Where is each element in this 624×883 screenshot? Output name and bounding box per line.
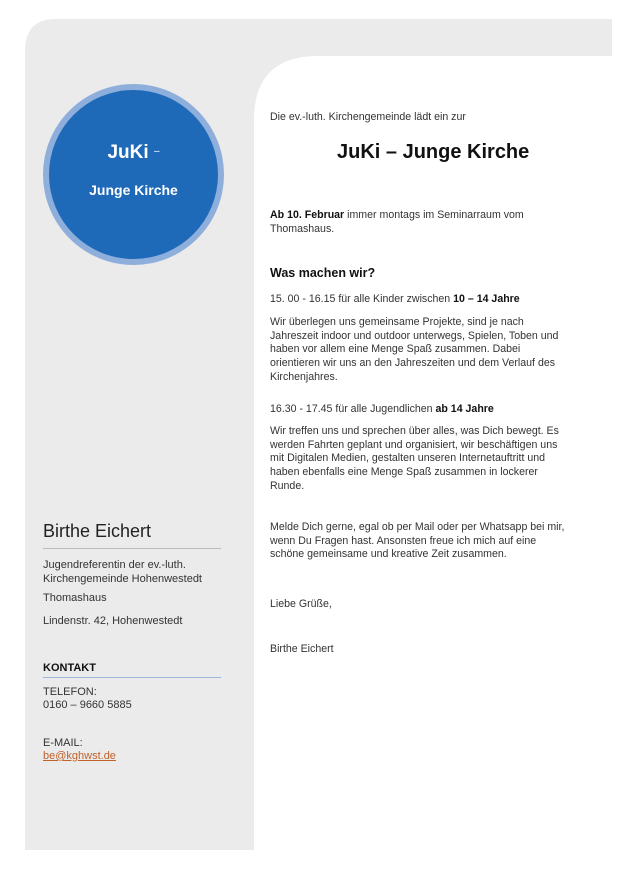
schedule-rest: immer montags im Seminarraum vom Thomashaus.: [270, 209, 524, 235]
phone-number: 0160 – 9660 5885: [43, 699, 132, 711]
logo-subtitle: Junge Kirche: [89, 182, 178, 198]
contact-heading: KONTAKT: [43, 662, 96, 674]
logo-title: [49, 142, 218, 164]
phone-label: TELEFON:: [43, 686, 97, 698]
sidebar-address: Lindenstr. 42, Hohenwestedt: [43, 615, 183, 627]
teens-age: ab 14 Jahre: [435, 403, 494, 415]
logo-dash: –: [153, 146, 160, 157]
contact-divider: [43, 677, 221, 678]
logo-title-text: JuKi: [107, 142, 149, 163]
page-title: JuKi – Junge Kirche: [337, 141, 530, 163]
schedule-text: [270, 209, 570, 236]
kids-time: [270, 293, 570, 307]
kids-age: 10 – 14 Jahre: [453, 293, 520, 305]
email-link[interactable]: be@kghwst.de: [43, 750, 116, 762]
contact-paragraph: Melde Dich gerne, egal ob per Mail oder per Whatsapp bei mir, wenn Du Fragen hast. Ansonsten freue ich mich auf eine schöne gemeinsame und kreative Zeit zusammen.: [270, 521, 565, 561]
kids-time-text: 15. 00 - 16.15 für alle Kinder zwischen: [270, 293, 454, 305]
sidebar-role: Jugendreferentin der ev.-luth. Kirchengemeinde Hohenwestedt: [43, 559, 202, 585]
teens-description: Wir treffen uns und sprechen über alles, was Dich bewegt. Es werden Fahrten geplant und organisiert, wir beschäftigen uns mit Digitalen Medien, gestalten unseren Internetauftritt und haben ebenfalls eine Menge Spaß zusammen in lockerer Runde.: [270, 425, 559, 492]
email-container: [43, 750, 223, 762]
signature: Birthe Eichert: [270, 643, 334, 655]
greeting: Liebe Grüße,: [270, 598, 332, 610]
sidebar-place: Thomashaus: [43, 592, 107, 604]
intro-text: Die ev.-luth. Kirchengemeinde lädt ein zur: [270, 111, 466, 123]
sidebar-name: Birthe Eichert: [43, 521, 152, 541]
teens-time-text: 16.30 - 17.45 für alle Jugendlichen: [270, 403, 436, 415]
kids-description: Wir überlegen uns gemeinsame Projekte, sind je nach Jahreszeit indoor und outdoor unterwegs, Spielen, Toben und haben vor allem eine Menge Spaß zusammen. Dabei orientieren wir uns an den Jahreszeiten und dem Verlauf des Kirchenjahres.: [270, 316, 559, 383]
schedule-date: Ab 10. Februar: [270, 209, 345, 221]
email-label: E-MAIL:: [43, 737, 83, 749]
section-heading: Was machen wir?: [270, 266, 376, 280]
divider: [43, 548, 221, 549]
logo-circle: [49, 90, 218, 259]
teens-time: [270, 403, 570, 417]
